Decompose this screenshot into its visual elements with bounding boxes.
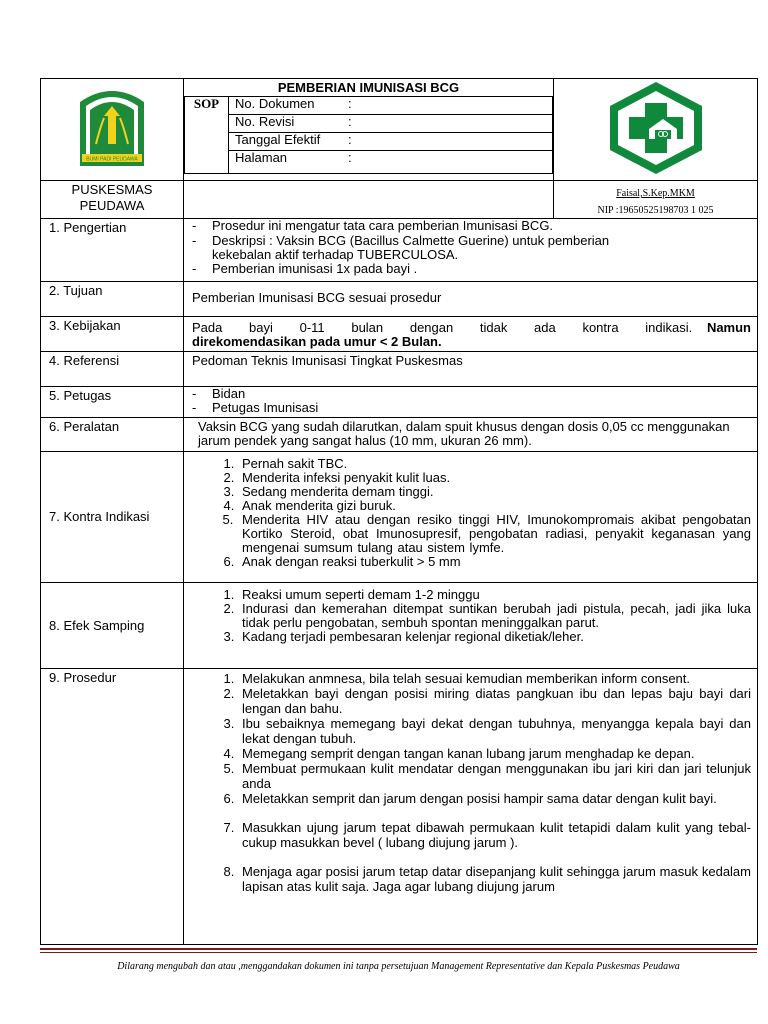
- footer-disclaimer: Dilarang mengubah dan atau ,menggandakan dokumen ini tanpa persetujuan Management Representative dan Kepala Puskesmas Peudawa: [117, 961, 680, 972]
- footer-rule-thin: [40, 952, 757, 953]
- section-content: [184, 583, 758, 669]
- meta-row-halaman: [229, 151, 553, 174]
- list-item: 3. Kadang terjadi pembesaran kelenjar regional diketiak/leher.: [238, 630, 751, 644]
- side-effect-list: [192, 588, 751, 644]
- item-text: Bidan: [212, 386, 246, 401]
- section-content: Vaksin BCG yang sudah dilarutkan, dalam spuit khusus dengan dosis 0,05 cc menggunakan jarum pendek yang sangat halus (10 mm, ukuran 26 mm).: [184, 418, 758, 452]
- puskesmas-cross-cell: [554, 79, 758, 181]
- row-pengertian: [41, 219, 758, 282]
- item-text: kekebalan aktif terhadap TUBERCULOSA.: [212, 247, 459, 262]
- document-meta-table: [184, 96, 553, 174]
- list-item: 6. Meletakkan semprit dan jarum dengan posisi hampir sama datar dengan kulit bayi.: [238, 791, 751, 806]
- section-content: [184, 452, 758, 583]
- list-item: 5. Membuat permukaan kulit mendatar dengan menggunakan ibu jari kiri dan jari telunjuk anda: [238, 761, 751, 791]
- empty-cell: [184, 181, 554, 219]
- section-label: 5. Petugas: [41, 387, 184, 418]
- section-label: 9. Prosedur: [41, 669, 184, 945]
- row-prosedur: [41, 669, 758, 945]
- sop-document: [40, 78, 757, 945]
- list-item: 2. Meletakkan bayi dengan posisi miring diatas pangkuan ibu dan lepas baju bayi dari lengan dan bahu.: [238, 686, 751, 716]
- section-label: 2. Tujuan: [41, 282, 184, 317]
- meta-label: No. Revisi: [235, 114, 295, 129]
- list-item: [192, 248, 751, 262]
- list-item: 1. Pernah sakit TBC.: [238, 457, 751, 471]
- logo-banner-text: BUMI PADI PEUDAWA: [86, 156, 138, 163]
- list-item: 1. Melakukan anmnesa, bila telah sesuai kemudian memberikan inform consent.: [238, 671, 751, 686]
- item-text: Pemberian imunisasi 1x pada bayi .: [212, 261, 418, 276]
- sop-table: [40, 78, 758, 945]
- dash: [192, 248, 212, 262]
- list-item: - Bidan: [192, 386, 246, 401]
- section-content: [184, 387, 758, 418]
- puskesmas-cross-logo: [601, 79, 711, 177]
- section-label: 4. Referensi: [41, 352, 184, 387]
- pidie-regency-logo: [60, 84, 164, 172]
- list-item: 8. Menjaga agar posisi jarum tetap datar disepanjang kulit sehingga jarum masuk kedalam lapisan atas kulit saja. Jaga agar lubang diujung jarum: [238, 864, 751, 894]
- procedure-list: [192, 671, 751, 894]
- dash: -: [192, 233, 197, 248]
- footer-rule: [40, 948, 757, 950]
- contraindication-list: [192, 457, 751, 569]
- section-content: [184, 317, 758, 352]
- signature-cell: [554, 181, 758, 219]
- list-item: 4. Anak menderita gizi buruk.: [238, 499, 751, 513]
- policy-emphasis: Namun direkomendasikan pada umur < 2 Bulan.: [192, 320, 751, 349]
- list-item: 3. Ibu sebaiknya memegang bayi dekat dengan tubuhnya, menyangga kepala bayi dan lekat dengan tubuh.: [238, 716, 751, 746]
- list-item: 1. Reaksi umum seperti demam 1-2 minggu: [238, 588, 751, 602]
- policy-text: Pada bayi 0-11 bulan dengan tidak ada kontra indikasi.: [192, 320, 693, 335]
- section-label: 7. Kontra Indikasi: [41, 452, 184, 583]
- section-content: Pedoman Teknis Imunisasi Tingkat Puskesmas: [184, 352, 758, 387]
- row-peralatan: [41, 418, 758, 452]
- list-item: - Petugas Imunisasi: [192, 400, 319, 415]
- signer-nip: NIP :19650525198703 1 025: [597, 205, 714, 216]
- list-item: 5. Menderita HIV atau dengan resiko tinggi HIV, Imunokompromais akibat pengobatan Kortiko Steroid, obat Imunosupresif, pengobatan radiasi, penyakit keganasan yang mengenai sumsum tulang atau sistem lymfe.: [238, 513, 751, 555]
- section-content: Pemberian Imunisasi BCG sesuai prosedur: [184, 282, 758, 317]
- meta-row-no-revisi: [229, 115, 553, 133]
- section-label: 3. Kebijakan: [41, 317, 184, 352]
- meta-colon: :: [348, 114, 352, 129]
- dash: -: [192, 261, 197, 276]
- meta-label: Tanggal Efektif: [235, 132, 321, 147]
- list-item: 2. Menderita infeksi penyakit kulit luas.: [238, 471, 751, 485]
- section-content: [184, 669, 758, 945]
- org-name-line1: PUSKESMAS: [71, 182, 153, 197]
- document-title: PEMBERIAN IMUNISASI BCG: [277, 80, 460, 95]
- organization-cell: [41, 181, 184, 219]
- item-text: Petugas Imunisasi: [212, 400, 319, 415]
- header-center-cell: [184, 79, 554, 181]
- row-kebijakan: [41, 317, 758, 352]
- list-item: 6. Anak dengan reaksi tuberkulit > 5 mm: [238, 555, 751, 569]
- meta-row-tanggal-efektif: [229, 133, 553, 151]
- section-label: 8. Efek Samping: [41, 583, 184, 669]
- item-text: Deskripsi : Vaksin BCG (Bacillus Calmette Guerine) untuk pemberian: [212, 233, 610, 248]
- section-label: 1. Pengertian: [41, 219, 184, 282]
- list-item: 3. Sedang menderita demam tinggi.: [238, 485, 751, 499]
- meta-label: No. Dokumen: [235, 96, 315, 111]
- list-item: 2. Indurasi dan kemerahan ditempat suntikan berubah jadi pistula, pecah, jadi jika luka tidak perlu pengobatan, sembuh spontan meninggalkan parut.: [238, 602, 751, 630]
- signer-name: Faisal,S.Kep.MKM: [616, 188, 695, 199]
- section-content: [184, 219, 758, 282]
- meta-colon: :: [348, 96, 352, 111]
- page-footer: [40, 948, 757, 972]
- row-kontra-indikasi: [41, 452, 758, 583]
- list-item: [192, 234, 751, 248]
- meta-colon: :: [348, 132, 352, 147]
- list-item: [192, 262, 751, 276]
- org-name-line2: PEUDAWA: [79, 198, 145, 213]
- row-efek-samping: [41, 583, 758, 669]
- meta-colon: :: [348, 150, 352, 165]
- meta-row-no-dokumen: [229, 97, 553, 115]
- item-text: Prosedur ini mengatur tata cara pemberian Imunisasi BCG.: [212, 218, 554, 233]
- row-tujuan: [41, 282, 758, 317]
- list-item: 4. Memegang semprit dengan tangan kanan lubang jarum menghadap ke depan.: [238, 746, 751, 761]
- row-petugas: [41, 387, 758, 418]
- sop-label: SOP: [185, 97, 229, 174]
- meta-label: Halaman: [235, 150, 288, 165]
- dash: -: [192, 218, 197, 233]
- puskesmas-logo-cell: [41, 79, 184, 181]
- list-item: [192, 219, 751, 233]
- section-label: 6. Peralatan: [41, 418, 184, 452]
- row-referensi: [41, 352, 758, 387]
- list-item: 7. Masukkan ujung jarum tepat dibawah permukaan kulit tetapidi dalam kulit yang tebal- cukup masukkan bevel ( lubang diujung jarum ).: [238, 820, 751, 850]
